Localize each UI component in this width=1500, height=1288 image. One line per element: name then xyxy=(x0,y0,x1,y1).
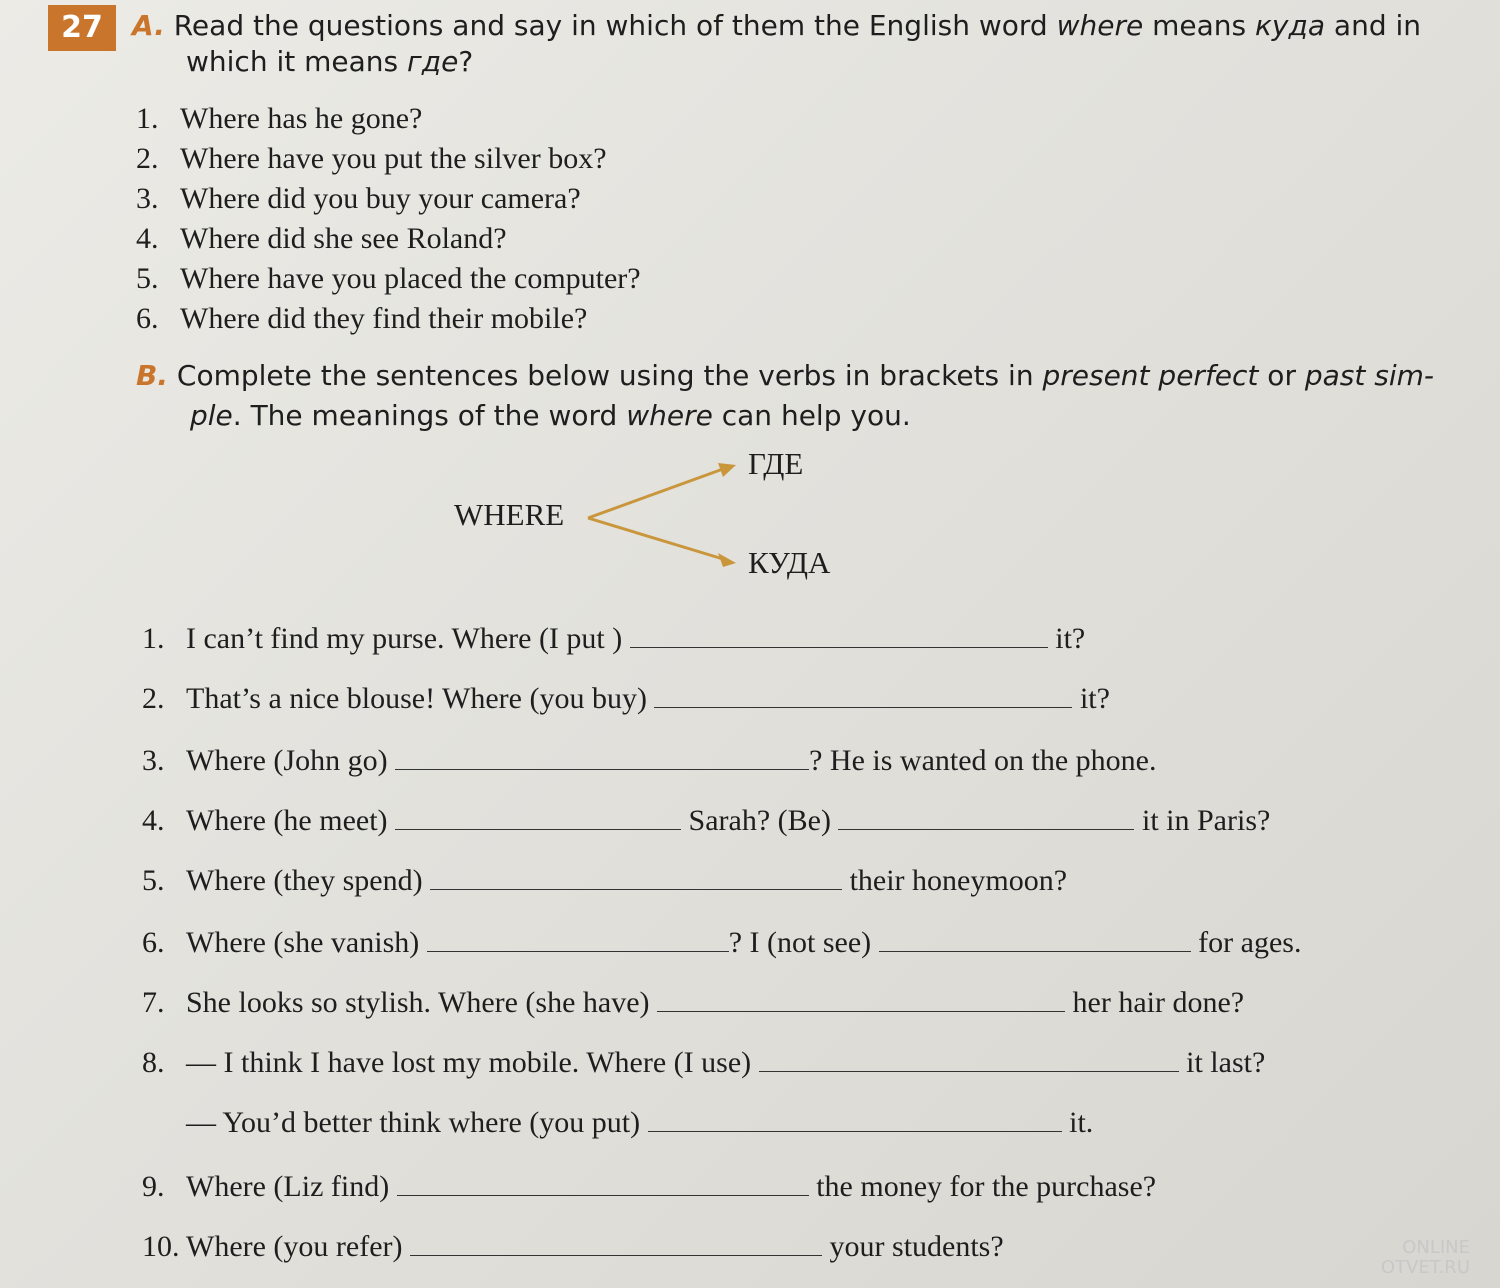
sentence-item xyxy=(142,620,1085,658)
answer-blank[interactable] xyxy=(759,1063,1179,1072)
instr-text: can help you. xyxy=(712,399,911,432)
answer-blank[interactable] xyxy=(427,943,729,952)
question-number: 1. xyxy=(136,102,159,135)
sentence-item xyxy=(142,1228,1004,1266)
question-number: 3. xyxy=(136,182,159,215)
question-item xyxy=(136,100,422,138)
sentence-text: it. xyxy=(1069,1106,1094,1139)
sentence-number: 7. xyxy=(142,986,165,1019)
question-item xyxy=(136,260,641,298)
question-text: Where did you buy your camera? xyxy=(180,182,581,215)
sentence-text: Sarah? (Be) xyxy=(688,804,831,837)
question-text: Where have you put the silver box? xyxy=(180,142,607,175)
sentence-number: 1. xyxy=(142,622,165,655)
instr-italic-word: куда xyxy=(1255,9,1326,42)
sentence-text: your students? xyxy=(829,1230,1004,1263)
question-text: Where did she see Roland? xyxy=(180,222,507,255)
answer-blank[interactable] xyxy=(397,1187,809,1196)
sentence-item xyxy=(142,680,1110,718)
sentence-text: it? xyxy=(1055,622,1086,655)
instr-italic-word: where xyxy=(626,399,713,432)
answer-blank[interactable] xyxy=(654,699,1072,708)
sentence-item xyxy=(142,984,1244,1022)
answer-blank[interactable] xyxy=(879,943,1191,952)
sentence-text: ? He is wanted on the phone. xyxy=(809,744,1157,777)
instr-text: Complete the sentences below using the verbs in brackets in xyxy=(176,359,1043,392)
sentence-item xyxy=(142,1044,1265,1082)
diagram-source-word: WHERE xyxy=(454,497,565,532)
diagram-bottom-word: КУДА xyxy=(748,545,831,580)
sentence-number: 5. xyxy=(142,864,165,897)
sentence-number: 4. xyxy=(142,804,165,837)
instr-text: Read the questions and say in which of them the English word xyxy=(173,9,1057,42)
question-number: 4. xyxy=(136,222,159,255)
answer-blank[interactable] xyxy=(395,761,809,770)
sentence-text: it? xyxy=(1079,682,1110,715)
exercise-number-badge: 27 xyxy=(48,5,116,51)
sentence-text: — I think I have lost my mobile. Where (I use) xyxy=(186,1046,752,1079)
answer-blank[interactable] xyxy=(410,1247,822,1256)
watermark-line: OTVET.RU xyxy=(1380,1257,1470,1278)
sentence-text: — You’d better think where (you put) xyxy=(186,1106,641,1139)
sentence-item xyxy=(142,862,1067,900)
watermark-line: ONLINE xyxy=(1402,1237,1470,1258)
sentence-text: it in Paris? xyxy=(1141,804,1271,837)
instr-text: and in xyxy=(1325,9,1422,42)
instr-italic-word: past sim- xyxy=(1304,359,1435,392)
arrow-to-bottom xyxy=(588,518,723,559)
question-item xyxy=(136,180,581,218)
sentence-text: Where (they spend) xyxy=(186,864,423,897)
instr-text: which it means xyxy=(186,45,408,78)
question-item xyxy=(136,140,607,178)
sentence-item xyxy=(142,1168,1156,1206)
sentence-text: the money for the purchase? xyxy=(816,1170,1157,1203)
sentence-text: Where (Liz find) xyxy=(186,1170,390,1203)
sentence-text: That’s a nice blouse! Where (you buy) xyxy=(186,682,647,715)
arrow-to-top xyxy=(588,469,723,518)
question-item xyxy=(136,220,507,258)
instr-text: means xyxy=(1143,9,1256,42)
sentence-item xyxy=(142,924,1301,962)
question-text: Where have you placed the computer? xyxy=(180,262,641,295)
sentence-text: Where (you refer) xyxy=(186,1230,403,1263)
section-a-letter: A. xyxy=(132,9,165,42)
sentence-item xyxy=(142,802,1270,840)
sentence-text: She looks so stylish. Where (she have) xyxy=(186,986,650,1019)
sentence-number: 2. xyxy=(142,682,165,715)
question-number: 2. xyxy=(136,142,159,175)
sentence-number: 3. xyxy=(142,744,165,777)
sentence-number: 8. xyxy=(142,1046,165,1079)
sentence-text: her hair done? xyxy=(1072,986,1245,1019)
instr-italic-word: где xyxy=(407,45,459,78)
question-text: Where did they find their mobile? xyxy=(180,302,588,335)
watermark xyxy=(1381,1238,1470,1278)
answer-blank[interactable] xyxy=(630,639,1048,648)
instr-text: or xyxy=(1258,359,1305,392)
sentence-text: Where (he meet) xyxy=(186,804,388,837)
sentence-text: their honeymoon? xyxy=(849,864,1068,897)
sentence-number: 10. xyxy=(142,1230,180,1263)
answer-blank[interactable] xyxy=(838,821,1134,830)
sentence-text: Where (she vanish) xyxy=(186,926,420,959)
sentence-text: Where (John go) xyxy=(186,744,388,777)
sentence-number: 9. xyxy=(142,1170,165,1203)
section-b-letter: B. xyxy=(136,359,168,392)
sentence-text: ? I (not see) xyxy=(728,926,872,959)
diagram-top-word: ГДЕ xyxy=(748,446,804,481)
question-item xyxy=(136,300,587,338)
instr-italic-word: ple xyxy=(190,399,233,432)
diagram-arrows xyxy=(580,455,750,575)
sentence-text: I can’t find my purse. Where (I put ) xyxy=(186,622,623,655)
section-a-instruction-line1 xyxy=(132,8,1421,44)
sentence-item xyxy=(142,1104,1093,1142)
instr-italic-word: where xyxy=(1056,9,1144,42)
arrow-head-top xyxy=(718,463,736,477)
sentence-item xyxy=(142,742,1157,780)
section-b-instruction-line1 xyxy=(136,358,1434,394)
answer-blank[interactable] xyxy=(657,1003,1065,1012)
instr-text: ? xyxy=(458,45,474,78)
section-b-instruction-line2 xyxy=(190,398,911,434)
instr-text: . The meanings of the word xyxy=(232,399,627,432)
arrow-head-bottom xyxy=(718,553,736,567)
question-number: 6. xyxy=(136,302,159,335)
sentence-text: for ages. xyxy=(1198,926,1302,959)
sentence-text: it last? xyxy=(1186,1046,1266,1079)
answer-blank[interactable] xyxy=(430,881,842,890)
instr-italic-word: present perfect xyxy=(1042,359,1259,392)
question-number: 5. xyxy=(136,262,159,295)
section-a-instruction-line2 xyxy=(186,44,473,80)
question-text: Where has he gone? xyxy=(180,102,423,135)
answer-blank[interactable] xyxy=(395,821,681,830)
answer-blank[interactable] xyxy=(648,1123,1062,1132)
sentence-number: 6. xyxy=(142,926,165,959)
